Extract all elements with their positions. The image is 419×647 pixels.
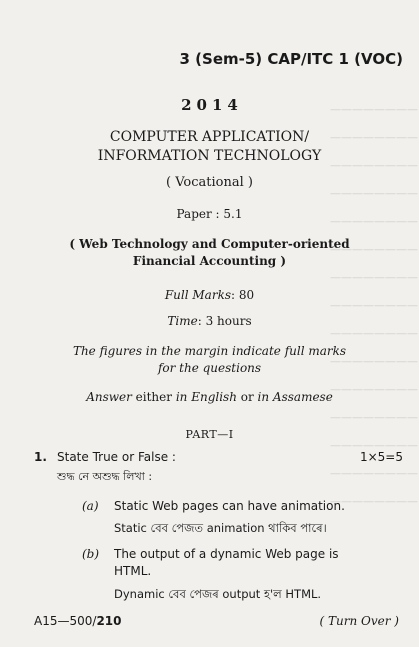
item-a-english: Static Web pages can have animation. <box>114 499 345 513</box>
item-b-english-line1: The output of a dynamic Web page is <box>114 547 339 561</box>
footer-code-prefix: A15—500/ <box>34 614 97 628</box>
time-label: Time <box>167 314 198 328</box>
exam-year: 2014 <box>181 96 243 114</box>
item-b-label: (b) <box>82 547 100 561</box>
paper-number: Paper : 5.1 <box>176 207 243 221</box>
question-marks: 1×5=5 <box>359 450 403 464</box>
subject-title-line2: INFORMATION TECHNOLOGY <box>97 148 322 164</box>
item-a-label: (a) <box>82 499 99 513</box>
item-a-assamese: Static বেব পেজত animation থাকিব পাৰে। <box>114 521 327 535</box>
stream-label: ( Vocational ) <box>166 175 253 190</box>
question-prompt: State True or False : <box>57 450 176 464</box>
item-b-english-line2: HTML. <box>114 564 152 578</box>
language-instruction <box>0 390 419 404</box>
question-prompt-assamese: শুদ্ধ নে অশুদ্ধ লিখা : <box>57 470 153 483</box>
exam-code: 3 (Sem-5) CAP/ITC 1 (VOC) <box>179 50 403 68</box>
language-assamese: in Assamese <box>257 390 333 404</box>
part-heading: PART—I <box>185 428 234 441</box>
footer-code <box>34 614 122 628</box>
question-number: 1. <box>34 450 47 464</box>
full-marks-label: Full Marks <box>164 288 231 302</box>
language-english: in English <box>175 390 237 404</box>
margin-note-line2: for the questions <box>157 361 262 375</box>
course-title-line1: ( Web Technology and Computer-oriented <box>69 237 350 251</box>
language-either: either <box>131 390 176 404</box>
show-through-text: ———————— ———————— ———————— ———————— ———————— ———————— ———————— ———————— ———————— ———————— ———————— ———————— ———————— ———————— ———————— <box>330 103 418 508</box>
margin-note-line1: The figures in the margin indicate full marks <box>72 344 347 358</box>
language-answer: Answer <box>86 390 132 404</box>
time-value: : 3 hours <box>197 314 252 328</box>
full-marks <box>0 288 419 302</box>
footer-code-number: 210 <box>96 614 122 628</box>
language-or: or <box>236 390 258 404</box>
subject-title-line1: COMPUTER APPLICATION/ <box>109 129 310 145</box>
course-title-line2: Financial Accounting ) <box>132 254 287 268</box>
full-marks-value: : 80 <box>231 288 255 302</box>
item-b-assamese: Dynamic বেব পেজৰ output হ'ল HTML. <box>114 587 322 601</box>
time-allowed <box>0 314 419 328</box>
turn-over-label: ( Turn Over ) <box>319 614 399 628</box>
